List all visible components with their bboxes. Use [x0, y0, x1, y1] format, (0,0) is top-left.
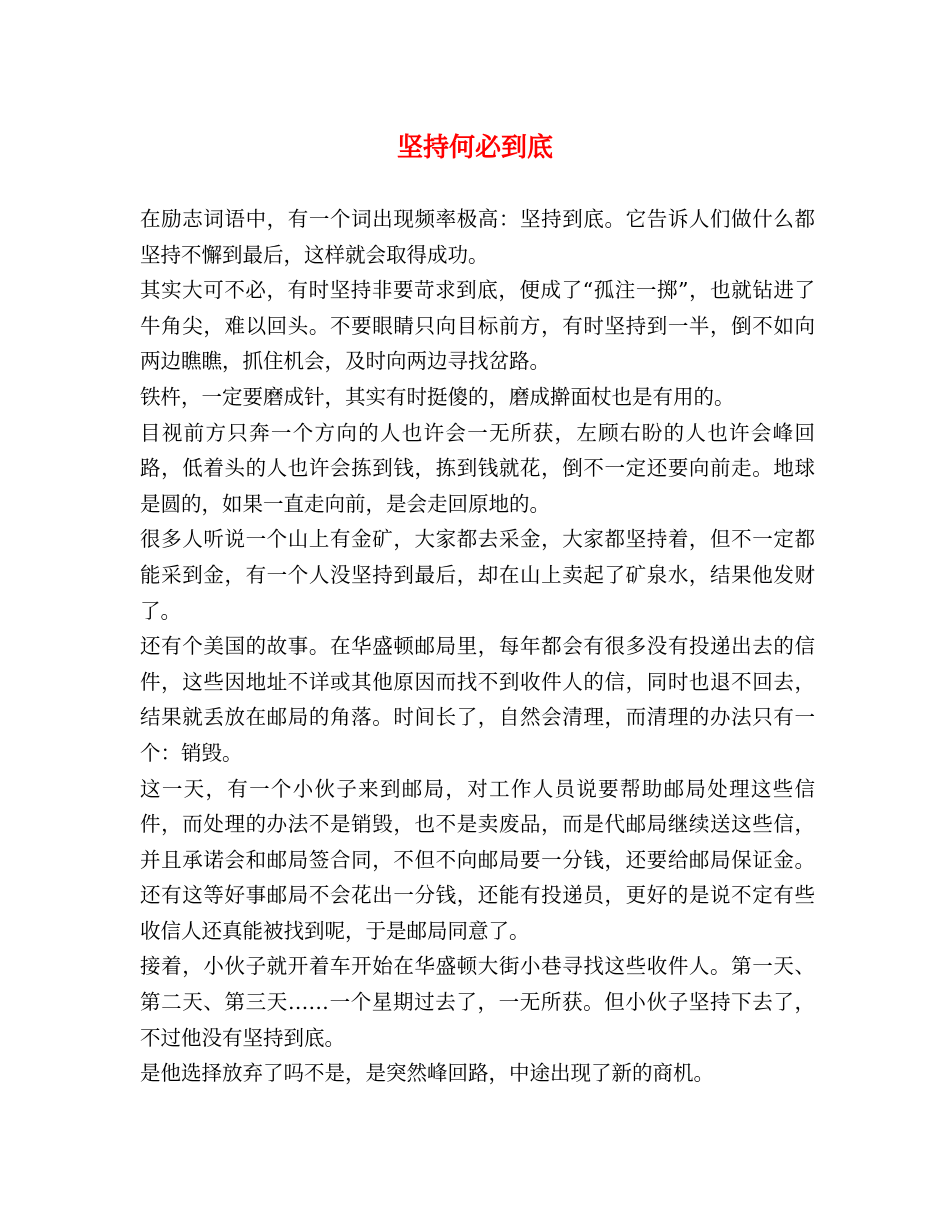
- paragraph: 是他选择放弃了吗不是，是突然峰回路，中途出现了新的商机。: [140, 1061, 714, 1086]
- paragraph: 铁杵，一定要磨成针，其实有时挺傻的，磨成擀面杖也是有用的。: [140, 384, 735, 409]
- page-title: 坚持何必到底: [396, 133, 553, 163]
- paragraph: 在励志词语中，有一个词出现频率极高：坚持到底。它告诉人们做什么都坚持不懈到最后，这样就会取得成功。: [140, 207, 815, 267]
- paragraph: 接着，小伙子就开着车开始在华盛顿大街小巷寻找这些收件人。第一天、第二天、第三天……一个星期过去了，一无所获。但小伙子坚持下去了，不过他没有坚持到底。: [140, 954, 815, 1050]
- paragraph: 很多人听说一个山上有金矿，大家都去采金，大家都坚持着，但不一定都能采到金，有一个人没坚持到最后，却在山上卖起了矿泉水，结果他发财了。: [140, 527, 815, 623]
- paragraph: 目视前方只奔一个方向的人也许会一无所获，左顾右盼的人也许会峰回路，低着头的人也许会拣到钱，拣到钱就花，倒不一定还要向前走。地球是圆的，如果一直走向前，是会走回原地的。: [140, 420, 815, 516]
- paragraph: 还有个美国的故事。在华盛顿邮局里，每年都会有很多没有投递出去的信件，这些因地址不详或其他原因而找不到收件人的信，同时也退不回去，结果就丢放在邮局的角落。时间长了，自然会清理，而清理的办法只有一个：销毁。: [140, 634, 815, 765]
- paragraph: 这一天，有一个小伙子来到邮局，对工作人员说要帮助邮局处理这些信件，而处理的办法不是销毁，也不是卖废品，而是代邮局继续送这些信，并且承诺会和邮局签合同，不但不向邮局要一分钱，还要给邮局保证金。还有这等好事邮局不会花出一分钱，还能有投递员，更好的是说不定有些收信人还真能被找到呢，于是邮局同意了。: [140, 776, 815, 943]
- paragraph: 其实大可不必，有时坚持非要苛求到底，便成了“孤注一掷”，也就钻进了牛角尖，难以回头。不要眼睛只向目标前方，有时坚持到一半，倒不如向两边瞧瞧，抓住机会，及时向两边寻找岔路。: [140, 278, 815, 374]
- document-body: [140, 202, 815, 1092]
